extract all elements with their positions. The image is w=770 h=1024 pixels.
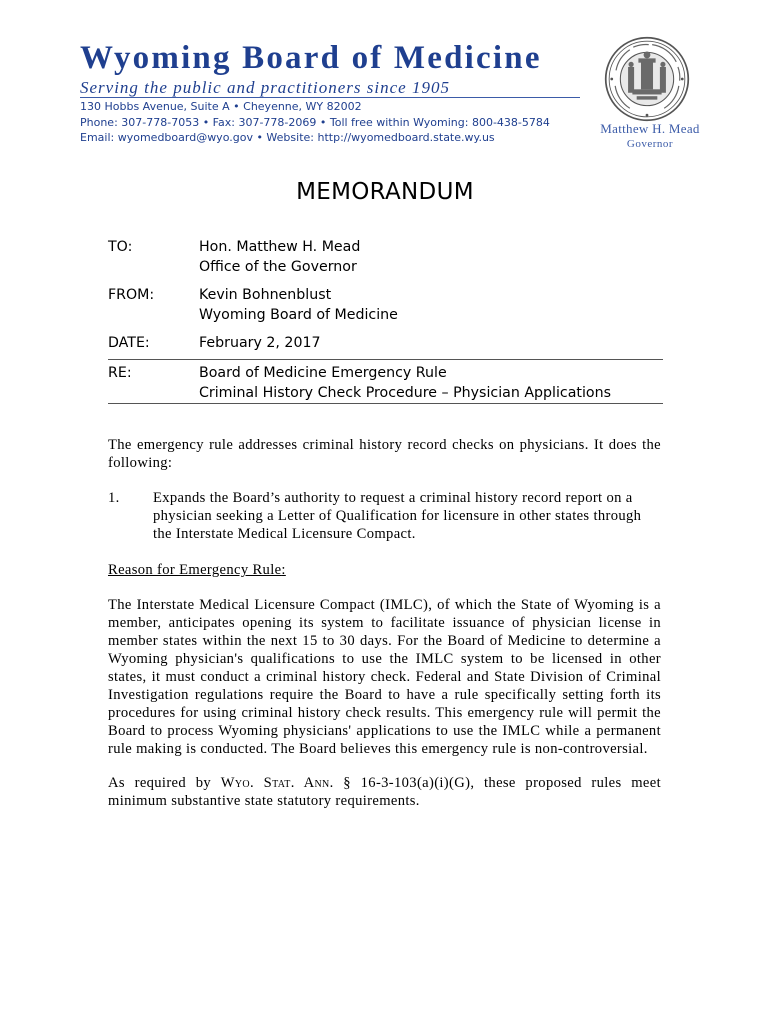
board-title: Wyoming Board of Medicine: [80, 40, 542, 76]
to-line-1: Hon. Matthew H. Mead: [199, 239, 361, 255]
contact-info: [80, 99, 600, 146]
memo-routing: [108, 237, 663, 404]
intro-paragraph: The emergency rule addresses criminal history record checks on physicians. It does the following:: [108, 437, 661, 471]
phone-line: Phone: 307-778-7053 • Fax: 307-778-2069 • Toll free within Wyoming: 800-438-5784: [80, 115, 550, 129]
governor-name: Matthew H. Mead: [600, 121, 700, 136]
re-line-1: Board of Medicine Emergency Rule: [199, 365, 447, 381]
letterhead: [80, 38, 580, 98]
email-line: Email: wyomedboard@wyo.gov • Website: http://wyomedboard.state.wy.us: [80, 131, 495, 144]
great-seal-of-wyoming-icon: [604, 36, 690, 122]
from-label: FROM:: [108, 287, 155, 303]
list-item: [108, 489, 661, 543]
to-label: TO:: [108, 239, 133, 255]
board-tagline: Serving the public and practitioners since 1905: [80, 78, 450, 97]
re-row: [108, 360, 663, 403]
from-row: [108, 285, 663, 333]
closing-prefix: As required by: [108, 775, 221, 791]
to-line-2: Office of the Governor: [199, 259, 357, 275]
closing-suffix: § 16-3-103(a)(i)(G), these proposed rules meet minimum substantive state statutory requirements.: [108, 775, 661, 809]
memo-heading: MEMORANDUM: [296, 179, 474, 205]
reason-paragraph: The Interstate Medical Licensure Compact (IMLC), of which the State of Wyoming is a member, anticipates opening its system to facilitate issuance of physician license in member states within the next 15 to 30 days. For the Board of Medicine to determine a Wyoming physician's qualifications to use the IMLC system to be licensed in other states, it must conduct a criminal history check. Federal and State Division of Criminal Investigation regulations require the Board to have a rule specifically setting forth its procedures for using criminal history check results. This emergency rule will permit the Board to process Wyoming physicians' applications to use the IMLC while a permanent rule making is conducted. The Board believes this emergency rule is non-controversial.: [108, 597, 661, 757]
reason-heading-colon: :: [281, 562, 286, 578]
reason-heading: [108, 561, 661, 579]
re-bottom-divider: [108, 403, 663, 404]
from-line-2: Wyoming Board of Medicine: [199, 307, 398, 323]
date-value: February 2, 2017: [199, 335, 321, 351]
from-value: [199, 285, 663, 333]
governor-block: [590, 121, 710, 151]
reason-heading-text: Reason for Emergency Rule: [108, 562, 282, 578]
governor-title: Governor: [626, 138, 674, 150]
address-line: 130 Hobbs Avenue, Suite A • Cheyenne, WY 82002: [80, 100, 362, 113]
to-row: [108, 237, 663, 285]
from-line-1: Kevin Bohnenblust: [199, 287, 332, 303]
re-line-2: Criminal History Check Procedure – Physician Applications: [199, 385, 611, 401]
date-row: [108, 333, 663, 359]
statute-citation: Wyo. Stat. Ann.: [220, 775, 334, 791]
closing-paragraph: [108, 774, 661, 810]
list-text: Expands the Board’s authority to request a criminal history record report on a physician seeking a Letter of Qualification for licensure in other states through the Interstate Medical Licensure Compact.: [153, 490, 642, 542]
re-label: RE:: [108, 365, 132, 381]
letterhead-divider: [80, 97, 580, 98]
to-value: [199, 237, 663, 285]
list-number: 1.: [108, 490, 120, 506]
memo-body: [108, 436, 661, 810]
date-label: DATE:: [108, 335, 150, 351]
re-value: [199, 363, 663, 403]
